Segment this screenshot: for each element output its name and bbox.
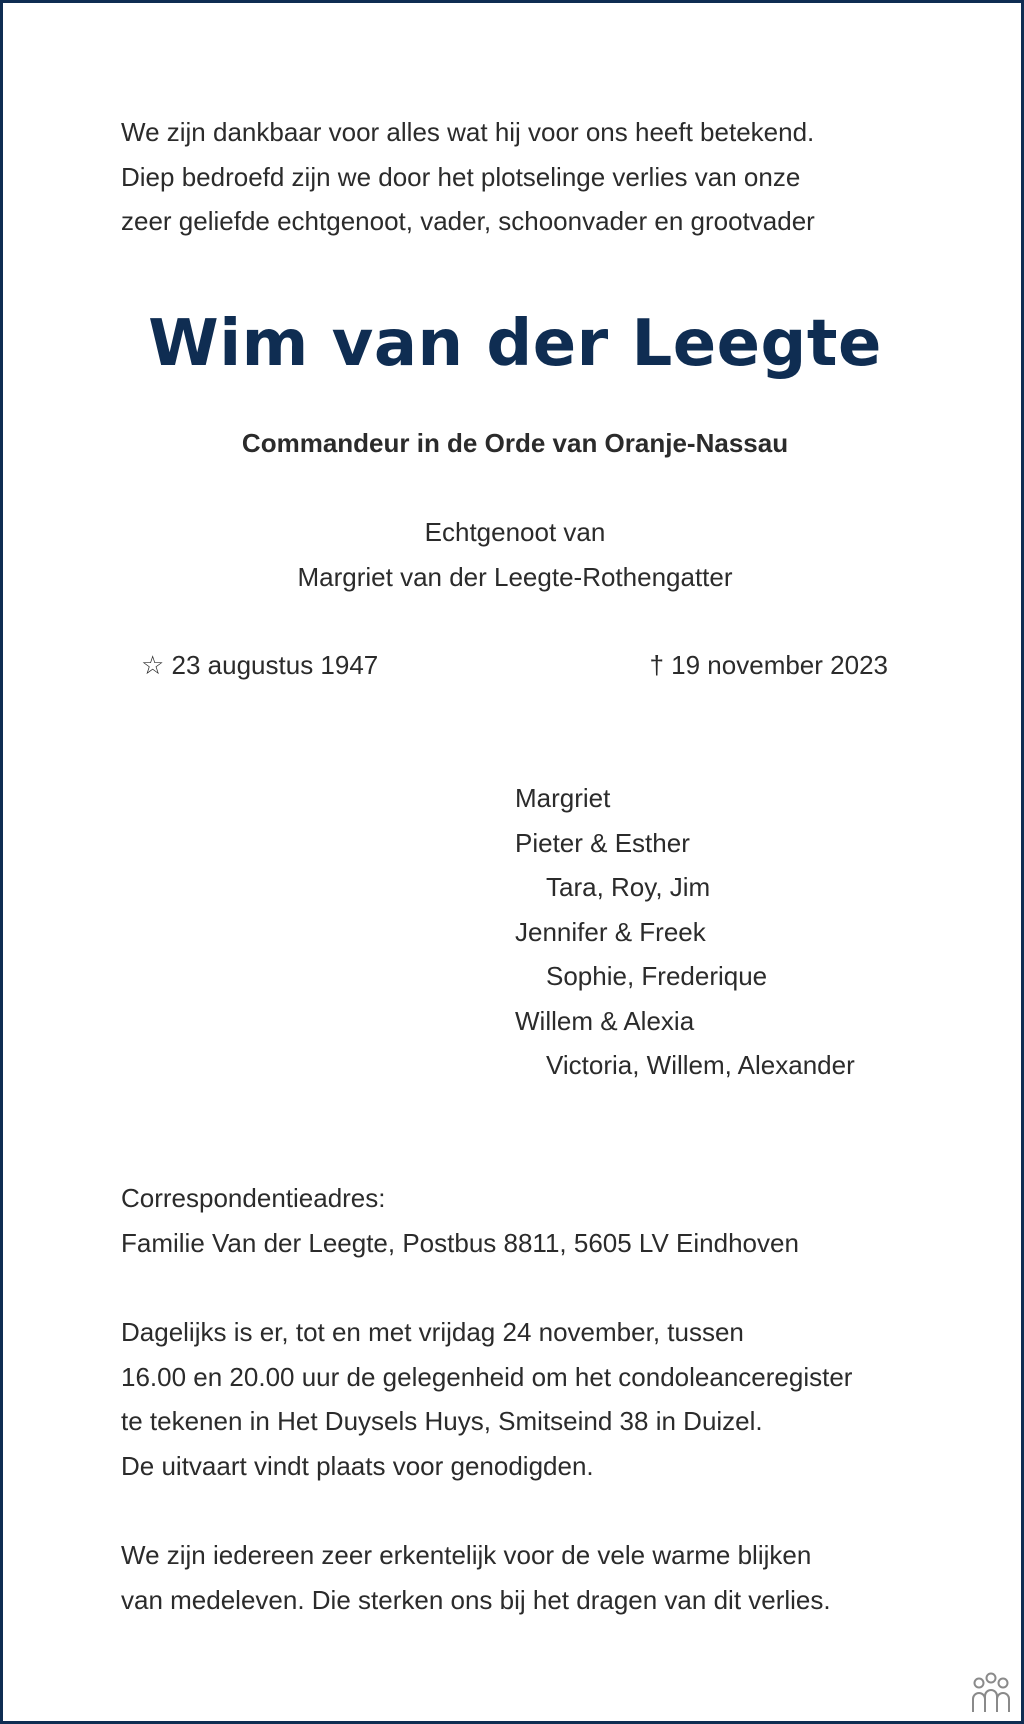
- spouse-block: [3, 510, 1024, 599]
- closing-line: van medeleven. Die sterken ons bij het dragen van dit verlies.: [121, 1584, 831, 1615]
- family-list: [515, 776, 855, 1088]
- condolence-info: [121, 1310, 852, 1488]
- intro-text: [121, 110, 815, 244]
- spouse-name: Margriet van der Leegte-Rothengatter: [297, 561, 733, 592]
- family-member: Tara, Roy, Jim: [546, 872, 711, 902]
- family-member: Sophie, Frederique: [546, 961, 768, 991]
- condolence-line: Dagelijks is er, tot en met vrijdag 24 november, tussen: [121, 1317, 744, 1347]
- condolence-line: 16.00 en 20.00 uur de gelegenheid om het condoleanceregister: [121, 1361, 853, 1392]
- intro-line: Diep bedroefd zijn we door het plotselinge verlies van onze: [121, 161, 801, 192]
- family-member: Margriet: [515, 783, 611, 813]
- family-member: Victoria, Willem, Alexander: [546, 1050, 855, 1080]
- correspondence-address: [121, 1176, 799, 1265]
- condolence-line: te tekenen in Het Duysels Huys, Smitseind 38 in Duizel.: [121, 1406, 763, 1436]
- spouse-label: Echtgenoot van: [424, 517, 606, 547]
- condolence-line: De uitvaart vindt plaats voor genodigden.: [121, 1450, 594, 1481]
- address-line: Familie Van der Leegte, Postbus 8811, 5605 LV Eindhoven: [121, 1227, 799, 1258]
- intro-line: zeer geliefde echtgenoot, vader, schoonvader en grootvader: [121, 206, 815, 236]
- deceased-name: Wim van der Leegte: [148, 307, 882, 381]
- birth-date: ☆ 23 augustus 1947: [141, 650, 379, 680]
- family-member: Pieter & Esther: [515, 827, 690, 858]
- honor-title: Commandeur in de Orde van Oranje-Nassau: [241, 428, 789, 458]
- address-line: Correspondentieadres:: [121, 1183, 386, 1213]
- dates-row: [3, 643, 1024, 687]
- family-member: Jennifer & Freek: [515, 916, 706, 947]
- family-member: Willem & Alexia: [515, 1005, 695, 1036]
- closing-line: We zijn iedereen zeer erkentelijk voor de vele warme blijken: [121, 1540, 812, 1570]
- closing-text: [121, 1533, 831, 1622]
- people-group-icon: [966, 1672, 1016, 1714]
- death-date: † 19 november 2023: [649, 650, 888, 680]
- intro-line: We zijn dankbaar voor alles wat hij voor ons heeft betekend.: [121, 117, 815, 147]
